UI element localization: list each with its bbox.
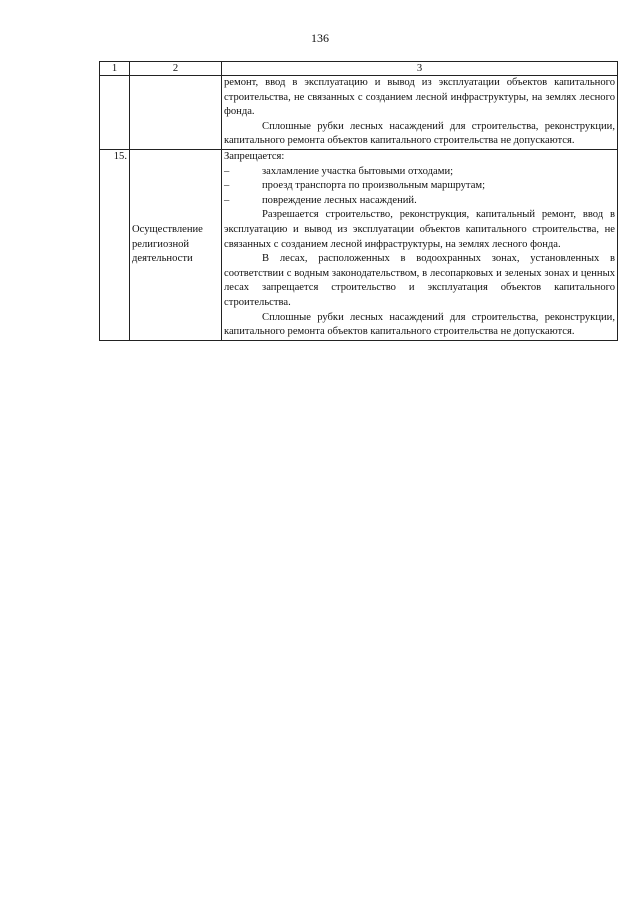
continued-row-name-cell: [130, 76, 222, 150]
water-zone-paragraph: В лесах, расположенных в водоохранных зонах, установленных в соответствии с водным законодательством, в лесопарковых и зеленых зонах и ценных лесах запрещается строительство и эксплуатация объектов капитального строительства.: [224, 253, 615, 308]
regulation-table: [99, 61, 618, 341]
page-number: 136: [311, 31, 329, 45]
continued-paragraph: Сплошные рубки лесных насаждений для строительства, реконструкции, капитального ремонта объектов капитального строительства не допускаются.: [224, 120, 615, 147]
column-header-3: 3: [222, 62, 618, 76]
row-number-cell: 15.: [100, 149, 130, 340]
prohibited-intro: Запрещается:: [224, 150, 285, 162]
dash-marker: –: [224, 165, 230, 177]
column-header-1: 1: [100, 62, 130, 76]
list-item: [224, 179, 615, 194]
requirements-cell: [222, 149, 618, 340]
list-item-text: захламление участка бытовыми отходами;: [262, 165, 454, 177]
dash-marker: –: [224, 180, 230, 192]
activity-name-cell: [130, 149, 222, 340]
column-header-2: 2: [130, 62, 222, 76]
list-item: [224, 194, 615, 209]
table-header-row: [100, 62, 618, 76]
list-item-text: повреждение лесных насаждений.: [262, 194, 417, 206]
list-item-text: проезд транспорта по произвольным маршрутам;: [262, 180, 486, 192]
list-item: [224, 165, 615, 180]
clear-cutting-paragraph: Сплошные рубки лесных насаждений для строительства, реконструкции, капитального ремонта объектов капитального строительства не допускаются.: [224, 311, 615, 338]
permitted-paragraph: Разрешается строительство, реконструкция, капитальный ремонт, ввод в эксплуатацию и вывод из эксплуатации объектов капитального строительства, не связанных с созданием лесной инфраструктуры, на землях лесного фонда.: [224, 209, 615, 250]
activity-name: Осуществление религиозной деятельности: [132, 223, 203, 265]
table-row-15: [100, 149, 618, 340]
table-row-continued: [100, 76, 618, 150]
continued-row-text-cell: [222, 76, 618, 150]
continued-row-number-cell: [100, 76, 130, 150]
continued-paragraph: ремонт, ввод в эксплуатацию и вывод из эксплуатации объектов капитального строительства, не связанных с созданием лесной инфраструктуры, на землях лесного фонда.: [224, 77, 615, 118]
dash-marker: –: [224, 194, 230, 206]
